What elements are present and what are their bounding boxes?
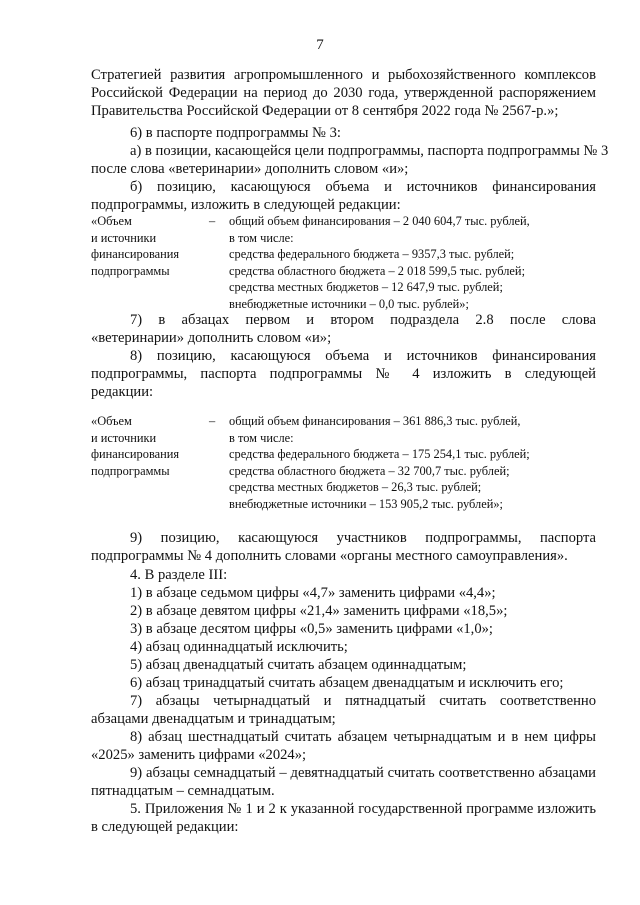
page-number: 7 (316, 37, 324, 53)
item-9-line: 9) позицию, касающуюся участников подпрограммы, паспорта (130, 530, 596, 546)
section-4-item-continuation: абзацами двенадцатым и тринадцатым; (91, 711, 336, 727)
item-7-line: «ветеринарии» дополнить словом «и»; (91, 330, 332, 346)
section-4-item: 2) в абзаце девятом цифры «21,4» заменить цифрами «18,5»; (130, 603, 508, 619)
passport-values: общий объем финансирования – 361 886,3 тыс. рублей, в том числе: средства федерального бюджета – 175 254,1 тыс. рублей; средства областного бюджета – 32 700,7 тыс. рублей; средства местных бюджетов – 26,3 тыс. рублей; внебюджетные источники – 153 905,2 тыс. рублей»; (229, 414, 530, 511)
section-4-item: 9) абзацы семнадцатый – девятнадцатый считать соответственно абзацами (130, 765, 596, 781)
passport-dash: – (209, 414, 216, 428)
item-8-line: подпрограммы, паспорта подпрограммы № 4 изложить в следующей (91, 366, 596, 382)
section-5-line: в следующей редакции: (91, 819, 239, 835)
section-5-line: 5. Приложения № 1 и 2 к указанной государственной программе изложить (130, 801, 596, 817)
item-8-line: редакции: (91, 384, 154, 400)
section-4-heading: 4. В разделе III: (130, 567, 228, 583)
item-6b-line: б) позицию, касающуюся объема и источников финансирования (130, 179, 596, 195)
item-6a-line: после слова «ветеринарии» дополнить словом «и»; (91, 161, 409, 177)
paragraph-line: Российской Федерации на период до 2030 года, утвержденной распоряжением (91, 85, 596, 101)
section-4-item: 1) в абзаце седьмом цифры «4,7» заменить цифрами «4,4»; (130, 585, 496, 601)
paragraph-line: Правительства Российской Федерации от 8 сентября 2022 года № 2567-р.»; (91, 103, 559, 119)
passport-values: общий объем финансирования – 2 040 604,7 тыс. рублей, в том числе: средства федерального бюджета – 9357,3 тыс. рублей; средства областного бюджета – 2 018 599,5 тыс. рублей; средства местных бюджетов – 12 647,9 тыс. рублей; внебюджетные источники – 0,0 тыс. рублей»; (229, 214, 530, 311)
section-4-item: 6) абзац тринадцатый считать абзацем двенадцатым и исключить его; (130, 675, 564, 691)
section-4-item: 5) абзац двенадцатый считать абзацем одиннадцатым; (130, 657, 467, 673)
section-4-item: 4) абзац одиннадцатый исключить; (130, 639, 348, 655)
section-4-item-continuation: пятнадцатым – семнадцатым. (91, 783, 275, 799)
passport-label: «Объем и источники финансирования подпрограммы (91, 214, 180, 278)
passport-label: «Объем и источники финансирования подпрограммы (91, 414, 180, 478)
item-6a-line: а) в позиции, касающейся цели подпрограммы, паспорта подпрограммы № 3 (130, 143, 609, 159)
item-7-line: 7) в абзацах первом и втором подраздела 2.8 после слова (130, 312, 596, 328)
item-9-line: подпрограммы № 4 дополнить словами «органы местного самоуправления». (91, 548, 568, 564)
paragraph-line: Стратегией развития агропромышленного и рыбохозяйственного комплексов (91, 67, 596, 83)
section-4-item: 7) абзацы четырнадцатый и пятнадцатый считать соответственно (130, 693, 596, 709)
section-4-item: 3) в абзаце десятом цифры «0,5» заменить цифрами «1,0»; (130, 621, 493, 637)
item-8-line: 8) позицию, касающуюся объема и источников финансирования (130, 348, 596, 364)
section-4-item: 8) абзац шестнадцатый считать абзацем четырнадцатым и в нем цифры (130, 729, 596, 745)
item-6-heading: 6) в паспорте подпрограммы № 3: (130, 125, 341, 141)
passport-dash: – (209, 214, 216, 228)
section-4-item-continuation: «2025» заменить цифрами «2024»; (91, 747, 307, 763)
item-6b-line: подпрограммы, изложить в следующей редакции: (91, 197, 401, 213)
